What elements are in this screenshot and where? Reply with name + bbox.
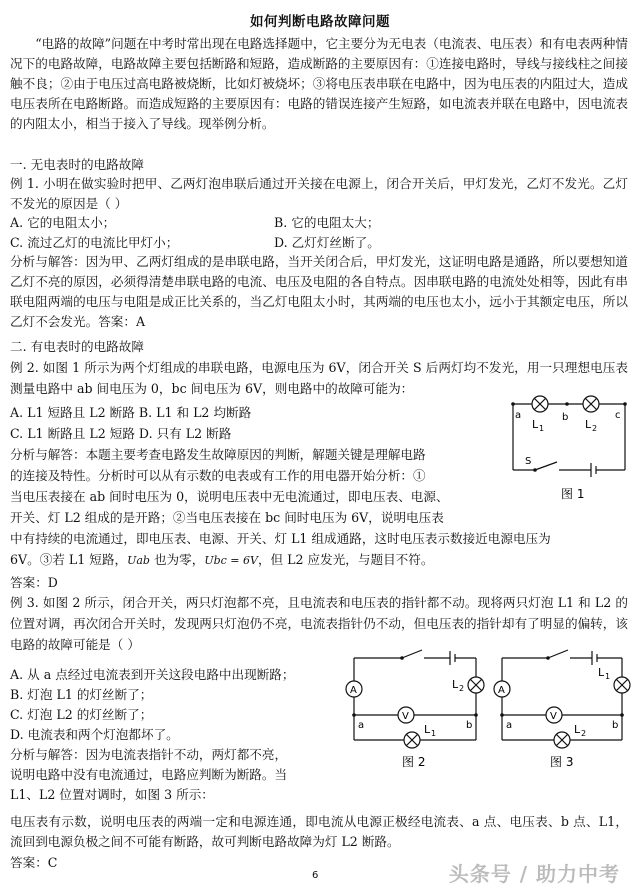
example-1-option-c: C. 流过乙灯的电流比甲灯小； [10, 235, 179, 250]
l1-label: L [532, 418, 539, 431]
example-2-stem: 例 2. 如图 1 所示为两个灯组成的串联电路，电源电压为 6V，闭合开关 S 后两灯均不发光，用一只理想电压表测量电路中 ab 间电压为 0，bc 间电压为 6V，则电路中的故障可能为： [10, 360, 628, 396]
example-1-option-a: A. 它的电阻太小； [10, 215, 116, 230]
point-a-label: a [506, 720, 513, 731]
l2-label: L [585, 418, 592, 431]
example-3-analysis-line-3: L1、L2 位置对调时，如图 3 所示： [10, 787, 214, 802]
ammeter-label: A [350, 685, 357, 696]
figure-2-label: 图 2 [402, 755, 426, 769]
l2-label: L [452, 678, 459, 691]
example-3-analysis-line-2: 说明电路中没有电流通过，电路应判断为断路。当 [10, 767, 288, 782]
watermark: 头条号 / 助力中考 [448, 862, 620, 886]
example-1-option-d: D. 乙灯灯丝断了。 [274, 235, 380, 250]
section-2-heading: 二. 有电表时的电路故障 [10, 339, 144, 354]
example-2-answer: 答案：D [10, 575, 58, 590]
example-3-option-c: C. 灯泡 L2 的灯丝断了； [10, 707, 153, 722]
example-3-stem: 例 3. 如图 2 所示，闭合开关，两只灯泡都不亮，且电流表和电压表的指针都不动。现将两只灯泡 L1 和 L2 的位置对调，再次闭合开关时，发现两只灯泡仍不亮，电流表指针仍不动，但电压表的指针却有了明显的偏转，该电路的故障可能是（ ） [10, 595, 628, 652]
example-2-analysis-line-6 [10, 549, 433, 568]
example-3-analysis-line-1: 分析与解答：因为电流表指针不动，两灯都不亮， [10, 747, 288, 762]
formula-uab: Uab [127, 554, 150, 567]
point-b-label: b [562, 412, 569, 423]
example-1-analysis: 分析与解答：因为甲、乙两灯组成的是串联电路，当开关闭合后，甲灯发光，这证明电路是通路，所以要想知道乙灯不亮的原因，必须得清楚串联电路的电流、电压及电阻的各自特点。因串联电路的电流处处相等，因此有串联电阻两端的电压与电阻是成正比关系的，当乙灯电阻太小时，其两端的电压也太小，远小于其额定电压，所以乙灯不会发光。答案：A [10, 254, 628, 329]
figure-3-circuit [492, 648, 636, 770]
point-c-label: c [615, 410, 621, 421]
ammeter-label: A [498, 685, 505, 696]
example-2-options-cd: C. L1 断路且 L2 短路 D. 只有 L2 断路 [10, 426, 232, 441]
figure-1-circuit [505, 392, 633, 502]
l2-subscript: 2 [592, 424, 598, 433]
l2-subscript: 2 [581, 729, 587, 738]
example-3-option-d: D. 电流表和两个灯泡都坏了。 [10, 727, 179, 742]
point-a-label: a [358, 720, 365, 731]
l1-subscript: 1 [539, 424, 545, 433]
example-2-analysis-line-4: 开关、灯 L2 组成的是开路；②当电压表接在 bc 间时电压为 6V，说明电压表 [10, 510, 444, 525]
l2-label: L [574, 723, 581, 736]
l1-subscript: 1 [605, 672, 611, 681]
point-b-label: b [612, 720, 619, 731]
example-2-analysis-line-2: 的连接及特性。分析时可以从有示数的电表或有工作的用电器开始分析：① [10, 468, 426, 483]
l1-label: L [598, 666, 605, 679]
example-1-stem: 例 1. 小明在做实验时把甲、乙两灯泡串联后通过开关接在电源上，闭合开关后，甲灯发光，乙灯不发光。乙灯不发光的原因是（ ） [10, 176, 628, 211]
line-6-end: ，但 L2 应发光，与题目不符。 [257, 552, 434, 567]
formula-ubc: Ubc = 6V [204, 554, 258, 567]
example-3-option-a: A. 从 a 点经过电流表到开关这段电路中出现断路； [10, 667, 295, 682]
page-number: 6 [312, 870, 319, 881]
point-b-label: b [466, 720, 473, 731]
point-a-label: a [515, 410, 522, 421]
example-1-option-b: B. 它的电阻太大； [274, 215, 380, 230]
figure-1-label: 图 1 [561, 487, 585, 501]
example-3-option-b: B. 灯泡 L1 的灯丝断了； [10, 687, 153, 702]
section-1-heading: 一. 无电表时的电路故障 [10, 157, 144, 172]
l2-subscript: 2 [459, 684, 465, 693]
figure-3-label: 图 3 [550, 755, 574, 769]
voltmeter-label: V [550, 711, 557, 722]
document-title: 如何判断电路故障问题 [250, 14, 390, 30]
switch-label: S [525, 456, 532, 467]
l1-label: L [424, 723, 431, 736]
example-2-analysis-line-5: 中有持续的电流通过，即电压表、电源、开关、灯 L1 组成通路，这时电压表示数接近电源电压为 [10, 531, 551, 546]
example-2-analysis-line-1: 分析与解答：本题主要考查电路发生故障原因的判断，解题关键是理解电路 [10, 447, 426, 462]
figure-2-circuit [342, 648, 492, 770]
switch-s [535, 462, 557, 470]
intro-paragraph: “电路的故障”问题在中考时常出现在电路选择题中，它主要分为无电表（电流表、电压表）和有电表两种情况下的电路故障，电路故障主要包括断路和短路，造成断路的主要原因有：①连接电路时，导线与接线柱之间接触不良；②由于电压过高电路被烧断，比如灯被烧坏；③将电压表串联在电路中，因为电压表的内阻过大，造成电压表所在电路断路。而造成短路的主要原因有：电路的错误连接产生短路，如电流表并联在电路中，因电流表的内阻太小，相当于接入了导线。现举例分析。 [10, 36, 628, 131]
voltmeter-label: V [402, 711, 409, 722]
example-3-conclusion: 电压表有示数，说明电压表的两端一定和电源连通，即电流从电源正极经电流表、a 点、电压表、b 点、L1，流回到电源负极之间不可能有断路，故可判断电路故障为灯 L2 断路。 [10, 814, 628, 849]
example-2-analysis-line-3: 当电压表接在 ab 间时电压为 0，说明电压表中无电流通过，即电压表、电源、 [10, 489, 449, 504]
line-6-mid: 也为零， [149, 552, 205, 567]
l1-subscript: 1 [431, 729, 437, 738]
example-3-answer: 答案：C [10, 855, 58, 870]
example-2-options-ab: A. L1 短路且 L2 断路 B. L1 和 L2 均断路 [10, 405, 252, 420]
line-6-start: 6V。③若 L1 短路， [10, 552, 128, 567]
